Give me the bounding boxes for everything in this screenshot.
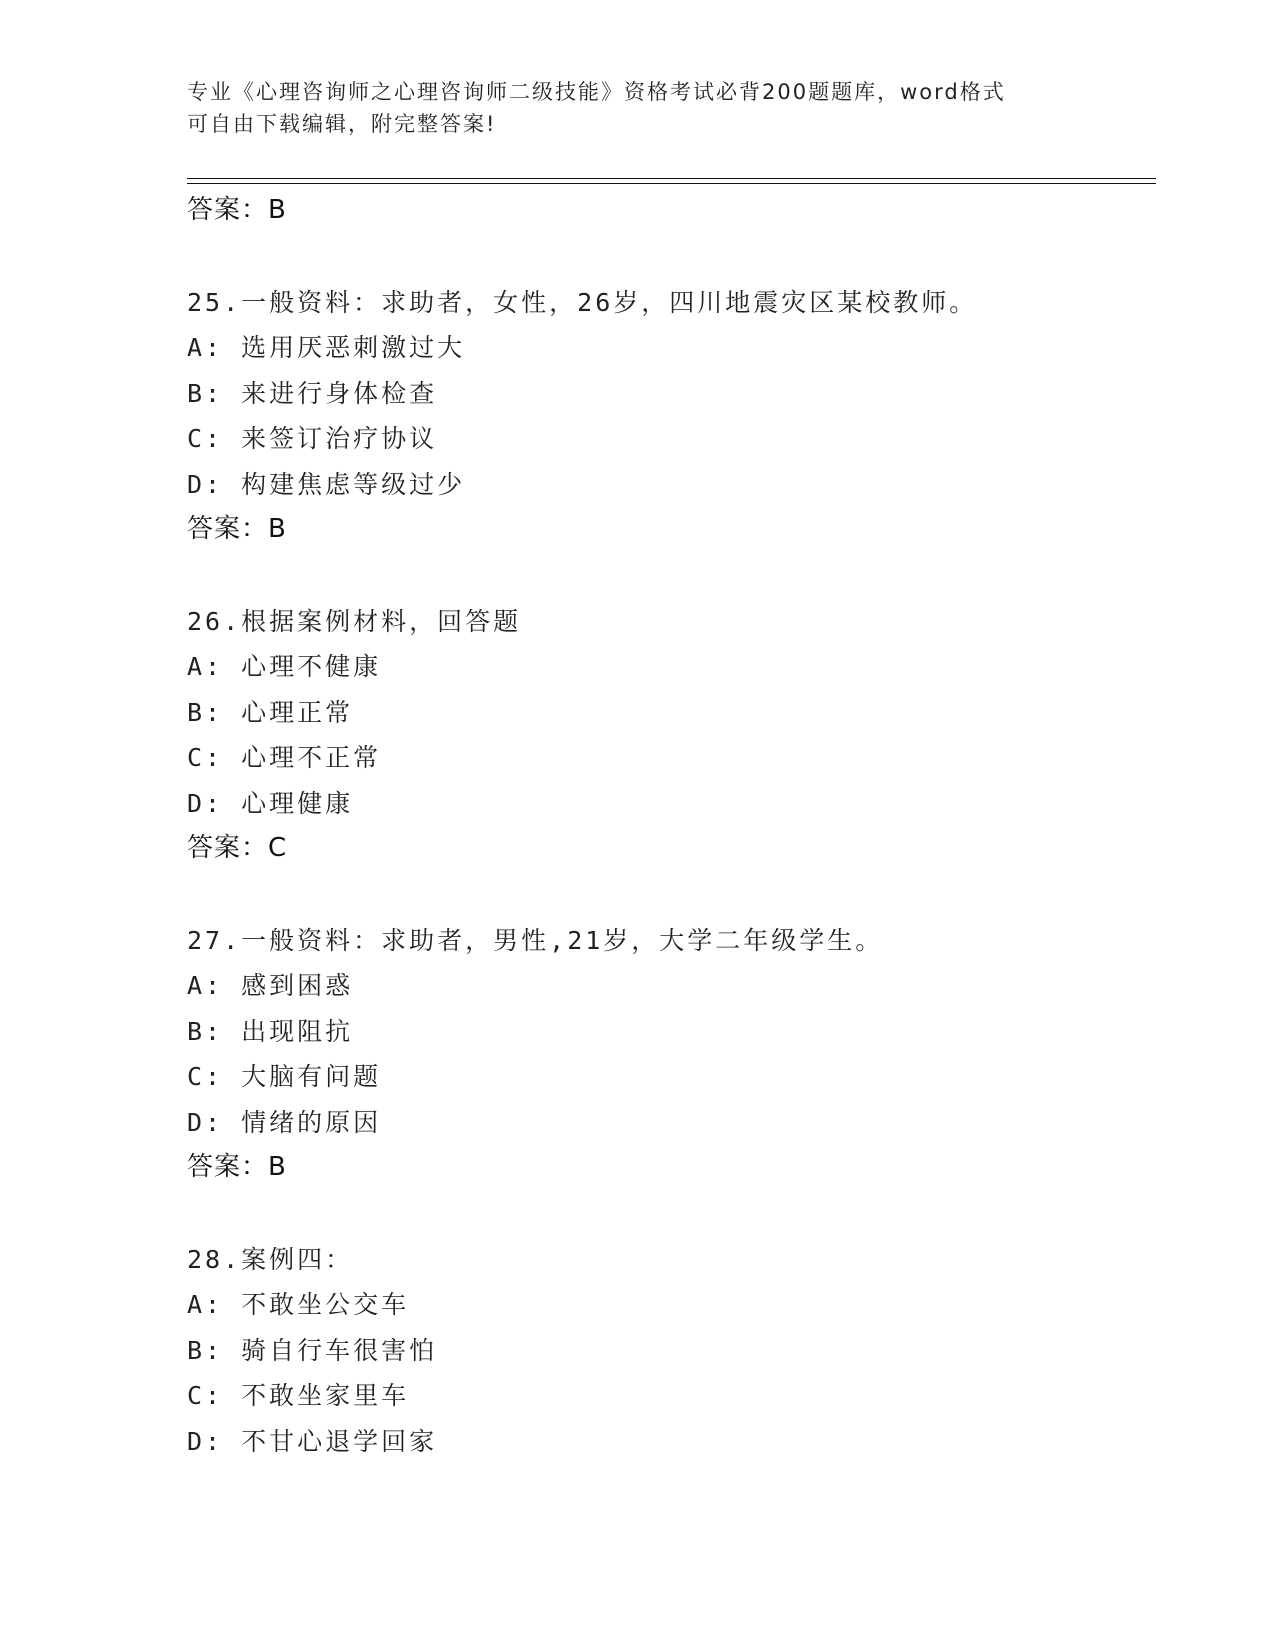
option-b: B: 心理正常 [187, 697, 354, 727]
answer-line: 答案：B [187, 195, 287, 225]
option-d: D: 不甘心退学回家 [187, 1426, 438, 1456]
question-list [187, 188, 1147, 1464]
question-stem: 25.一般资料：求助者，女性，26岁，四川地震灾区某校教师。 [187, 287, 978, 317]
answer-line: 答案：B [187, 514, 287, 544]
document-header [187, 76, 1087, 140]
option-d: D: 构建焦虑等级过少 [187, 469, 466, 499]
option-a: A: 心理不健康 [187, 652, 382, 681]
header-line-2: 可自由下载编辑，附完整答案! [187, 112, 497, 136]
question-block-26 [187, 599, 1147, 872]
option-a: A: 感到困惑 [187, 971, 354, 1000]
spacer [187, 553, 1147, 599]
question-block-27 [187, 918, 1147, 1191]
option-c: C: 来签订治疗协议 [187, 424, 438, 453]
option-b: B: 来进行身体检查 [187, 378, 438, 408]
option-b: B: 出现阻抗 [187, 1016, 354, 1046]
question-block-28 [187, 1237, 1147, 1465]
option-d: D: 心理健康 [187, 788, 354, 818]
spacer [187, 234, 1147, 280]
option-a: A: 选用厌恶刺激过大 [187, 333, 466, 362]
spacer [187, 872, 1147, 918]
header-line-1: 专业《心理咨询师之心理咨询师二级技能》资格考试必背200题题库，word格式 [187, 80, 1006, 104]
answer-line: 答案：B [187, 1152, 287, 1182]
option-a: A: 不敢坐公交车 [187, 1290, 410, 1319]
spacer [187, 1191, 1147, 1237]
option-b: B: 骑自行车很害怕 [187, 1335, 438, 1365]
header-divider-top [187, 178, 1156, 179]
option-d: D: 情绪的原因 [187, 1107, 382, 1137]
option-c: C: 不敢坐家里车 [187, 1381, 410, 1410]
question-stem: 28.案例四： [187, 1244, 354, 1274]
question-block-25 [187, 280, 1147, 553]
header-divider-bottom [187, 183, 1156, 184]
option-c: C: 心理不正常 [187, 743, 382, 772]
option-c: C: 大脑有问题 [187, 1062, 382, 1091]
question-stem: 26.根据案例材料，回答题 [187, 606, 522, 636]
question-stem: 27.一般资料：求助者，男性,21岁，大学二年级学生。 [187, 925, 884, 955]
answer-line: 答案：C [187, 833, 288, 863]
